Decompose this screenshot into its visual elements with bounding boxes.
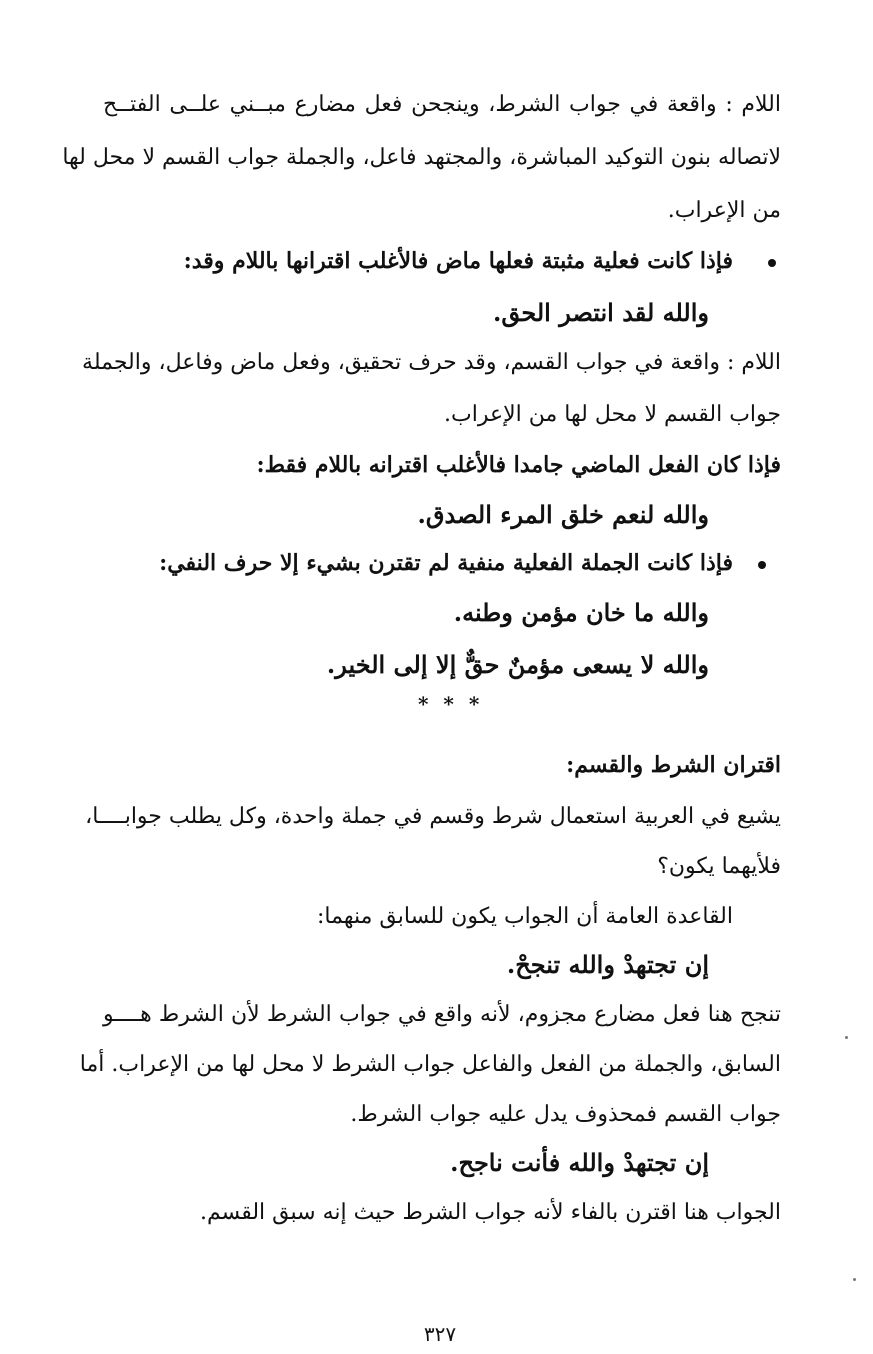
text-line-2: لاتصاله بنون التوكيد المباشرة، والمجتهد فاعل، والجملة جواب القسم لا محل لها xyxy=(62,145,781,170)
text-line-10: فلأيهما يكون؟ xyxy=(657,854,781,879)
example-line-3: والله ما خان مؤمن وطنه. xyxy=(453,598,709,627)
paper-speck xyxy=(845,1036,848,1039)
bullet-icon xyxy=(758,561,766,569)
text-line-12: تنجح هنا فعل مضارع مجزوم، لأنه واقع في جواب الشرط لأن الشرط هــــو xyxy=(103,1002,781,1027)
page-number: ٣٢٧ xyxy=(423,1322,457,1346)
text-line-13: السابق، والجملة من الفعل والفاعل جواب الشرط لا محل لها من الإعراب. أما xyxy=(79,1052,781,1077)
text-line-9: يشيع في العربية استعمال شرط وقسم في جملة واحدة، وكل يطلب جوابــــا، xyxy=(85,804,781,829)
text-line-7: فإذا كان الفعل الماضي جامدا فالأغلب اقترانه باللام فقط: xyxy=(256,452,781,478)
section-heading: اقتران الشرط والقسم: xyxy=(566,752,781,778)
bullet-icon xyxy=(768,259,776,267)
example-line-5: إن تجتهدْ والله تنجحْ. xyxy=(506,950,709,979)
text-line-3: من الإعراب. xyxy=(667,198,781,223)
example-line-2: والله لنعم خلق المرء الصدق. xyxy=(417,500,709,529)
example-line-6: إن تجتهدْ والله فأنت ناجح. xyxy=(450,1148,709,1177)
text-line-4: فإذا كانت فعلية مثبتة فعلها ماض فالأغلب اقترانها باللام وقد: xyxy=(183,248,733,274)
text-line-11: القاعدة العامة أن الجواب يكون للسابق منهما: xyxy=(317,904,733,929)
text-line-8: فإذا كانت الجملة الفعلية منفية لم تقترن بشيء إلا حرف النفي: xyxy=(159,550,733,576)
text-line-5: اللام : واقعة في جواب القسم، وقد حرف تحقيق، وفعل ماض وفاعل، والجملة xyxy=(82,350,781,375)
text-line-1: اللام : واقعة في جواب الشرط، وينجحن فعل مضارع مبــني علــى الفتــح xyxy=(103,92,781,117)
example-line-4: والله لا يسعى مؤمنٌ حقٌّ إلا إلى الخير. xyxy=(326,650,709,679)
text-line-6: جواب القسم لا محل لها من الإعراب. xyxy=(444,402,781,427)
text-line-15: الجواب هنا اقترن بالفاء لأنه جواب الشرط حيث إنه سبق القسم. xyxy=(199,1200,781,1225)
text-line-14: جواب القسم فمحذوف يدل عليه جواب الشرط. xyxy=(350,1102,781,1127)
example-line-1: والله لقد انتصر الحق. xyxy=(493,298,709,327)
paper-speck xyxy=(853,1278,856,1281)
section-divider: * * * xyxy=(418,692,484,716)
